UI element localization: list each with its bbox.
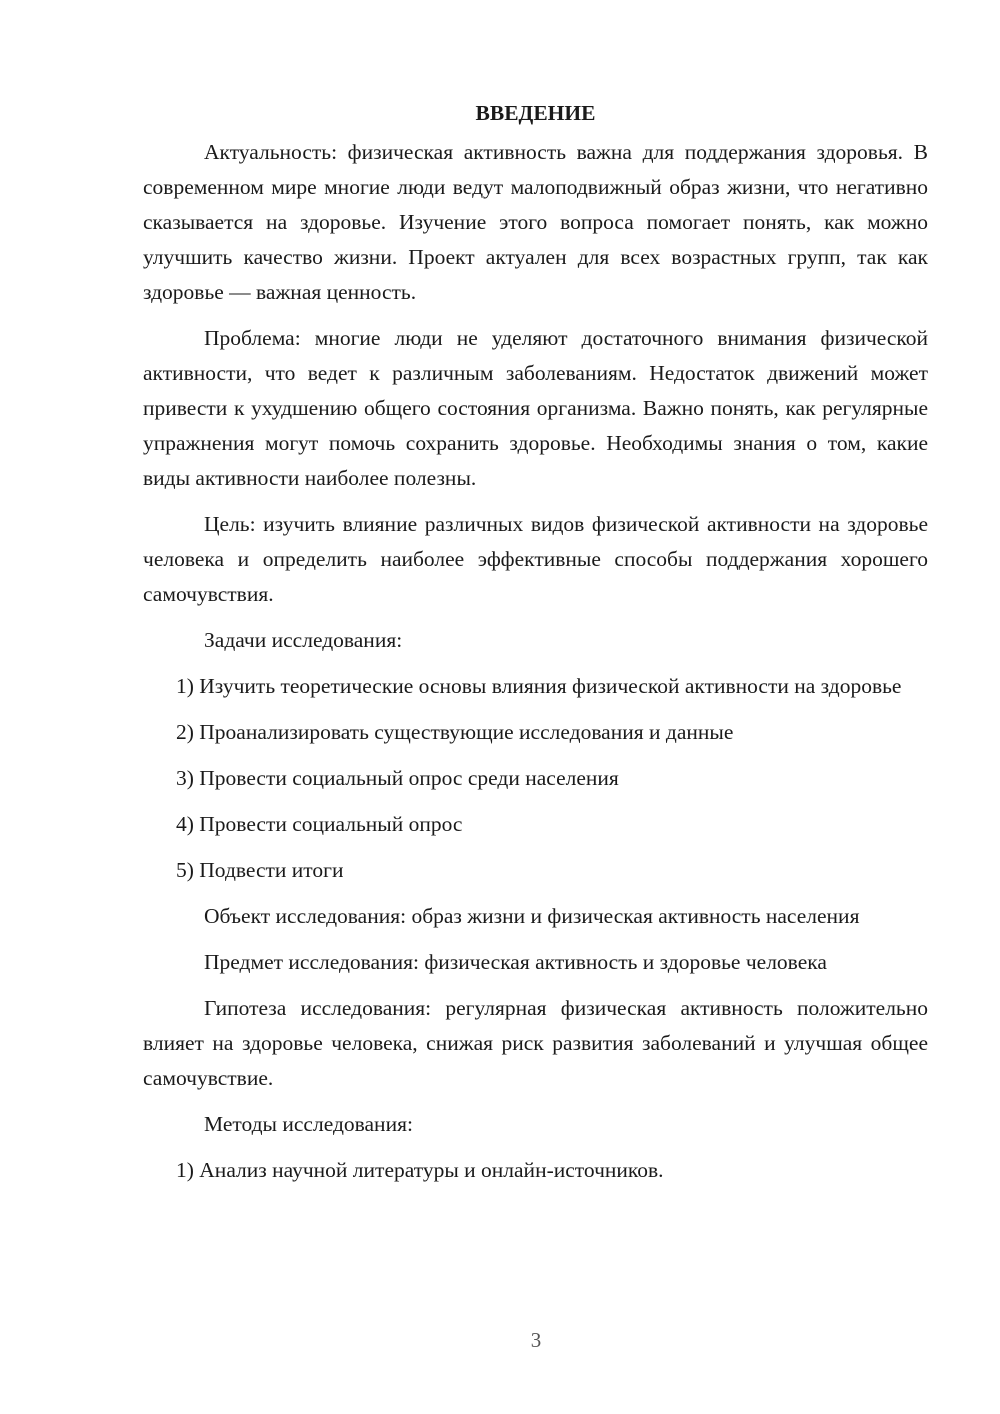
problem-paragraph: Проблема: многие люди не уделяют достаточного внимания физической активности, что ведет к различным заболеваниям. Недостаток движений может привести к ухудшению общего состояния организма. Важно понять, как регулярные упражнения могут помочь сохранить здоровье. Необходимы знания о том, какие виды активности наиболее полезны. xyxy=(143,326,928,490)
hypothesis-paragraph: Гипотеза исследования: регулярная физическая активность положительно влияет на здоровье человека, снижая риск развития заболеваний и улучшая общее самочувствие. xyxy=(143,996,928,1090)
task-item-2: 2) Проанализировать существующие исследования и данные xyxy=(176,720,734,744)
subject-paragraph: Предмет исследования: физическая активность и здоровье человека xyxy=(204,950,827,974)
page-number: 3 xyxy=(530,1328,542,1352)
task-item-3: 3) Провести социальный опрос среди населения xyxy=(176,766,619,790)
task-item-5: 5) Подвести итоги xyxy=(176,858,344,882)
goal-paragraph: Цель: изучить влияние различных видов физической активности на здоровье человека и определить наиболее эффективные способы поддержания хорошего самочувствия. xyxy=(143,512,928,606)
page-title: ВВЕДЕНИЕ xyxy=(475,101,596,125)
task-item-1: 1) Изучить теоретические основы влияния физической активности на здоровье xyxy=(176,674,902,698)
page-content xyxy=(143,96,928,1199)
object-paragraph: Объект исследования: образ жизни и физическая активность населения xyxy=(204,904,860,928)
tasks-heading: Задачи исследования: xyxy=(204,628,403,652)
method-item-1: 1) Анализ научной литературы и онлайн-источников. xyxy=(176,1158,664,1182)
relevance-paragraph: Актуальность: физическая активность важна для поддержания здоровья. В современном мире многие люди ведут малоподвижный образ жизни, что негативно сказывается на здоровье. Изучение этого вопроса помогает понять, как можно улучшить качество жизни. Проект актуален для всех возрастных групп, так как здоровье — важная ценность. xyxy=(143,140,928,304)
task-item-4: 4) Провести социальный опрос xyxy=(176,812,463,836)
methods-heading: Методы исследования: xyxy=(204,1112,413,1136)
